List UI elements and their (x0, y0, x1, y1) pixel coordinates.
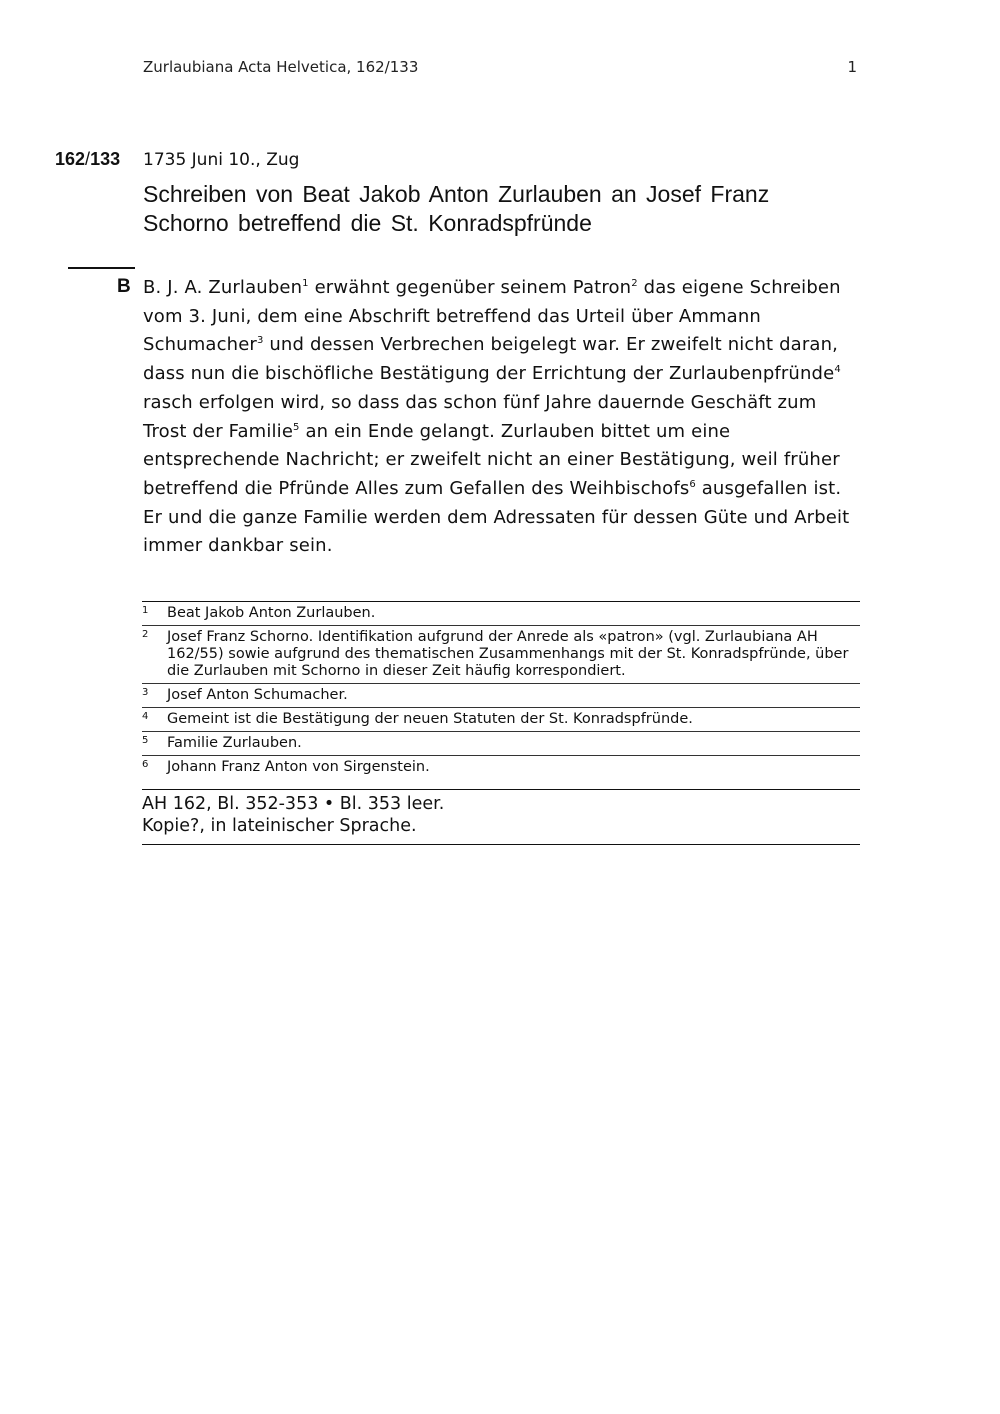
footnote-text: Gemeint ist die Bestätigung der neuen Statuten der St. Konradspfründe. (167, 711, 693, 727)
footnote-text: Johann Franz Anton von Sirgenstein. (167, 759, 430, 775)
source-note (142, 789, 860, 845)
entry-title: Schreiben von Beat Jakob Anton Zurlauben an Josef Franz Schorno betreffend die St. Konradspfründe (143, 181, 770, 236)
footnote (142, 602, 860, 626)
summary-text (143, 274, 859, 561)
entry-date-place: 1735 Juni 10., Zug (143, 150, 300, 170)
footnote-ref[interactable]: 2 (631, 278, 638, 289)
source-line: AH 162, Bl. 352-353 • Bl. 353 leer. (142, 794, 445, 814)
summary-segment: an ein Ende gelangt. Zurlauben bittet um eine entsprechende Nachricht; er zweifelt nicht an einer Bestätigung, weil früher betreffend die Pfründe Alles zum Gefallen des Weihbischofs (143, 420, 840, 499)
footnote-text: Beat Jakob Anton Zurlauben. (167, 605, 376, 621)
summary-segment: das eigene Schreiben vom 3. Juni, dem eine Abschrift betreffend das Urteil über Ammann Schumacher (143, 277, 841, 356)
running-head (143, 58, 857, 76)
summary-segment: ausgefallen ist. Er und die ganze Familie werden dem Adressaten für dessen Güte und Arbeit immer dankbar sein. (143, 477, 850, 557)
marker-rule (68, 267, 135, 269)
footnote-number: 3 (142, 687, 149, 698)
footnote-ref[interactable]: 3 (256, 335, 264, 347)
footnote-ref[interactable]: 4 (834, 364, 841, 376)
footnote-ref[interactable]: 6 (689, 478, 696, 490)
summary-segment: rasch erfolgen wird, so dass das schon fünf Jahre dauernde Geschäft zum Trost der Familie (143, 391, 817, 442)
entry-doc-number: 133 (90, 149, 121, 169)
footnote (142, 708, 860, 732)
entry-number (55, 149, 120, 170)
footnote (142, 732, 860, 756)
footnote-text: Josef Franz Schorno. Identifikation aufgrund der Anrede als «patron» (vgl. Zurlaubiana AH 162/55) sowie aufgrund des thematischen Zusammenhangs mit der St. Konradspfründe, über die Zurlauben mit Schorno in dieser Zeit häufig korrespondiert. (167, 629, 849, 679)
summary-segment: und dessen Verbrechen beigelegt war. Er zweifelt nicht daran, dass nun die bischöfliche Bestätigung der Errichtung der Zurlaubenpfründe (143, 334, 839, 385)
footnotes (142, 601, 860, 779)
footnote (142, 626, 860, 684)
footnote (142, 684, 860, 708)
running-title: Zurlaubiana Acta Helvetica, 162/133 (143, 58, 419, 76)
entry-volume: 162 (55, 149, 86, 169)
footnote-ref[interactable]: 5 (293, 421, 300, 433)
footnote-number: 5 (142, 735, 149, 746)
summary-segment: erwähnt gegenüber seinem Patron (314, 277, 632, 298)
footnote-number: 6 (142, 759, 149, 770)
footnote-ref[interactable]: 1 (302, 278, 309, 289)
footnote-number: 2 (142, 629, 149, 640)
footnote-number: 4 (142, 711, 149, 722)
footnote (142, 756, 860, 779)
source-line: Kopie?, in lateinischer Sprache. (142, 816, 417, 836)
summary-marker: B (117, 276, 131, 297)
page-number: 1 (847, 58, 857, 76)
footnote-text: Familie Zurlauben. (167, 735, 302, 751)
summary-segment: B. J. A. Zurlauben (143, 277, 303, 298)
entry-slash: / (85, 149, 91, 169)
footnote-text: Josef Anton Schumacher. (167, 687, 348, 703)
footnote-number: 1 (142, 605, 149, 616)
